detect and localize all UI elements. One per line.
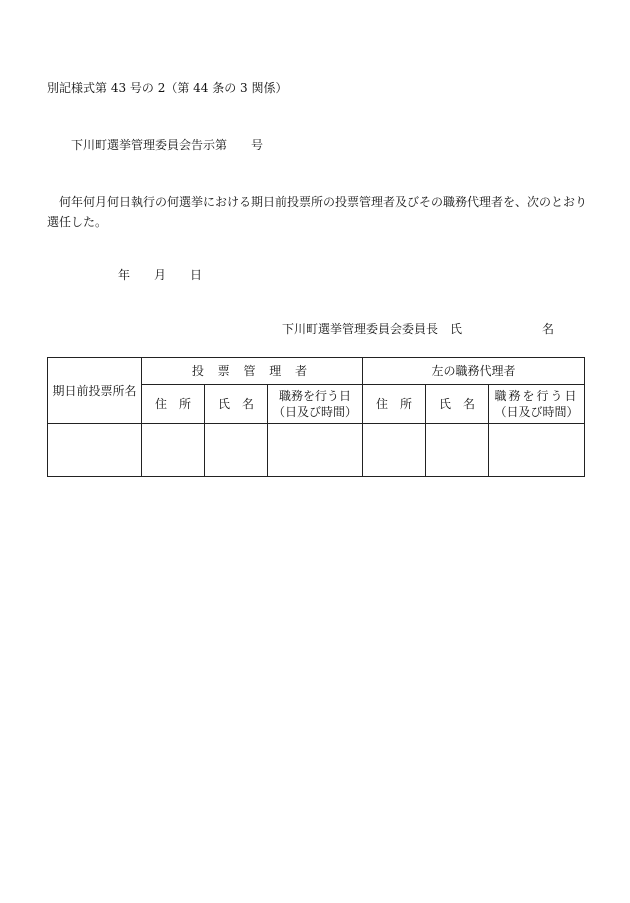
deputy-address-header: 住 所 — [363, 385, 426, 424]
deputy-duty-line1: 職務を行う日 — [494, 389, 579, 403]
manager-duty-cell[interactable] — [268, 424, 363, 477]
polling-place-header: 期日前投票所名 — [48, 358, 142, 424]
deputy-duty-line2: （日及び時間） — [494, 405, 579, 419]
manager-duty-line1: 職務を行う日 — [278, 389, 351, 403]
notice-body-text: 何年何月何日執行の何選挙における期日前投票所の投票管理者及びその職務代理者を、次のとおり選任した。 — [47, 195, 588, 229]
deputy-duty-header — [489, 385, 585, 424]
manager-duty-header — [268, 385, 363, 424]
form-reference: 別記様式第 43 号の 2（第 44 条の 3 関係） — [47, 81, 288, 95]
manager-header: 投 票 管 理 者 — [142, 358, 363, 385]
notice-suffix: 号 — [251, 138, 264, 152]
manager-duty-line2: （日及び時間） — [272, 405, 357, 419]
date-day: 日 — [190, 268, 203, 282]
notice-number-line — [71, 137, 263, 153]
polling-place-cell[interactable] — [48, 424, 142, 477]
signature-title: 下川町選挙管理委員会委員長 — [282, 322, 439, 336]
deputy-address-cell[interactable] — [363, 424, 426, 477]
signature-name-right: 名 — [542, 322, 555, 336]
date-line — [118, 267, 202, 283]
roster-table — [47, 357, 585, 477]
manager-name-header: 氏 名 — [205, 385, 268, 424]
date-month: 月 — [154, 268, 167, 282]
signature-name-left: 氏 — [450, 322, 463, 336]
signature-line — [282, 321, 554, 337]
date-year: 年 — [118, 268, 131, 282]
deputy-duty-cell[interactable] — [489, 424, 585, 477]
manager-name-cell[interactable] — [205, 424, 268, 477]
deputy-name-cell[interactable] — [426, 424, 489, 477]
notice-prefix: 下川町選挙管理委員会告示第 — [71, 138, 228, 152]
deputy-header: 左の職務代理者 — [363, 358, 585, 385]
manager-address-header: 住 所 — [142, 385, 205, 424]
deputy-name-header: 氏 名 — [426, 385, 489, 424]
manager-address-cell[interactable] — [142, 424, 205, 477]
